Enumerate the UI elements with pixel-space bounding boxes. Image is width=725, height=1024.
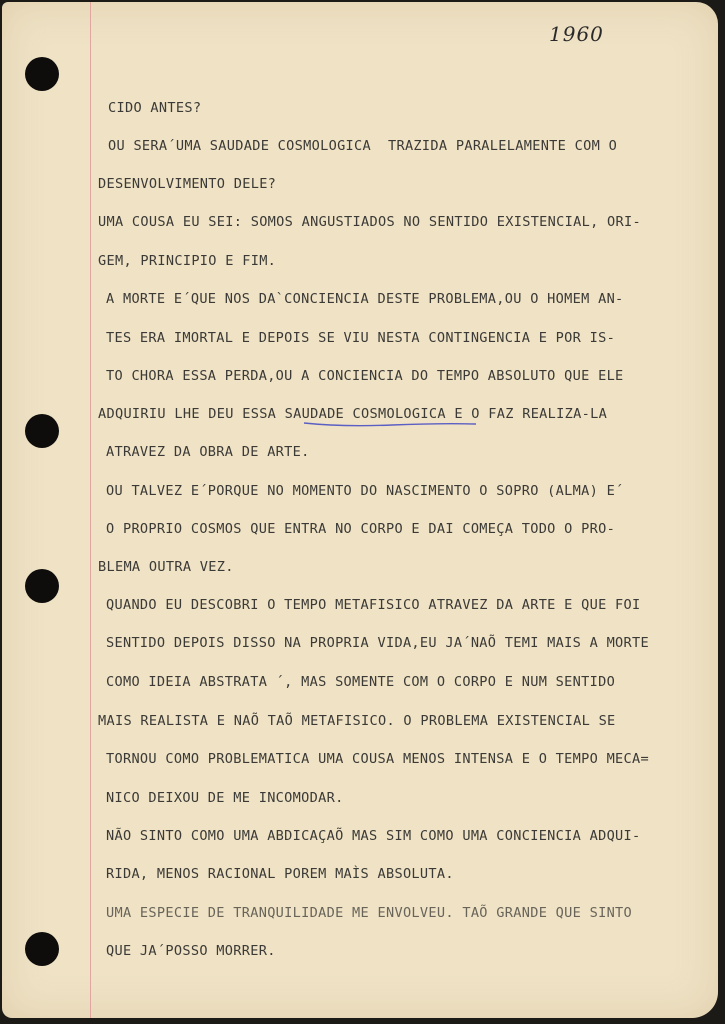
punch-hole xyxy=(25,569,59,603)
text-line: COMO IDEIA ABSTRATA ´, MAS SOMENTE COM O CORPO E NUM SENTIDO xyxy=(106,674,616,690)
text-line: BLEMA OUTRA VEZ. xyxy=(98,559,234,575)
text-line: TO CHORA ESSA PERDA,OU A CONCIENCIA DO TEMPO ABSOLUTO QUE ELE xyxy=(106,368,624,384)
text-line: OU TALVEZ E´PORQUE NO MOMENTO DO NASCIMENTO O SOPRO (ALMA) E´ xyxy=(106,483,624,499)
margin-rule xyxy=(90,2,91,1018)
text-line: A MORTE E´QUE NOS DA`CONCIENCIA DESTE PROBLEMA,OU O HOMEM AN- xyxy=(106,291,624,307)
handwritten-year: 1960 xyxy=(549,22,604,46)
text-line: OU SERA´UMA SAUDADE COSMOLOGICA TRAZIDA PARALELAMENTE COM O xyxy=(108,138,618,154)
text-line: UMA ESPECIE DE TRANQUILIDADE ME ENVOLVEU. TAÕ GRANDE QUE SINTO xyxy=(106,905,633,921)
text-line: CIDO ANTES? xyxy=(108,100,202,116)
text-line: TES ERA IMORTAL E DEPOIS SE VIU NESTA CONTINGENCIA E POR IS- xyxy=(106,330,616,346)
text-line: NÃO SINTO COMO UMA ABDICAÇAÕ MAS SIM COMO UMA CONCIENCIA ADQUI- xyxy=(106,828,641,844)
text-line: GEM, PRINCIPIO E FIM. xyxy=(98,253,277,269)
text-line: ATRAVEZ DA OBRA DE ARTE. xyxy=(106,444,310,460)
text-line: MAIS REALISTA E NAÕ TAÕ METAFISICO. O PROBLEMA EXISTENCIAL SE xyxy=(98,713,616,729)
text-line: TORNOU COMO PROBLEMATICA UMA COUSA MENOS INTENSA E O TEMPO MECA= xyxy=(106,751,649,767)
text-line: O PROPRIO COSMOS QUE ENTRA NO CORPO E DAI COMEÇA TODO O PRO- xyxy=(106,521,616,537)
text-line: ADQUIRIU LHE DEU ESSA SAUDADE COSMOLOGICA E O FAZ REALIZA-LA xyxy=(98,406,608,422)
text-line: DESENVOLVIMENTO DELE? xyxy=(98,176,277,192)
text-line: QUANDO EU DESCOBRI O TEMPO METAFISICO ATRAVEZ DA ARTE E QUE FOI xyxy=(106,597,641,613)
punch-hole xyxy=(25,57,59,91)
text-line: NICO DEIXOU DE ME INCOMODAR. xyxy=(106,790,344,806)
text-line: QUE JA´POSSO MORRER. xyxy=(106,943,276,959)
text-line: RIDA, MENOS RACIONAL POREM MAÌS ABSOLUTA. xyxy=(106,866,454,882)
text-line: SENTIDO DEPOIS DISSO NA PROPRIA VIDA,EU JA´NAÕ TEMI MAIS A MORTE xyxy=(106,635,649,651)
pen-underline xyxy=(302,420,478,428)
punch-hole xyxy=(25,414,59,448)
document-page xyxy=(2,2,718,1018)
punch-hole xyxy=(25,932,59,966)
text-line: UMA COUSA EU SEI: SOMOS ANGUSTIADOS NO SENTIDO EXISTENCIAL, ORI- xyxy=(98,214,641,230)
